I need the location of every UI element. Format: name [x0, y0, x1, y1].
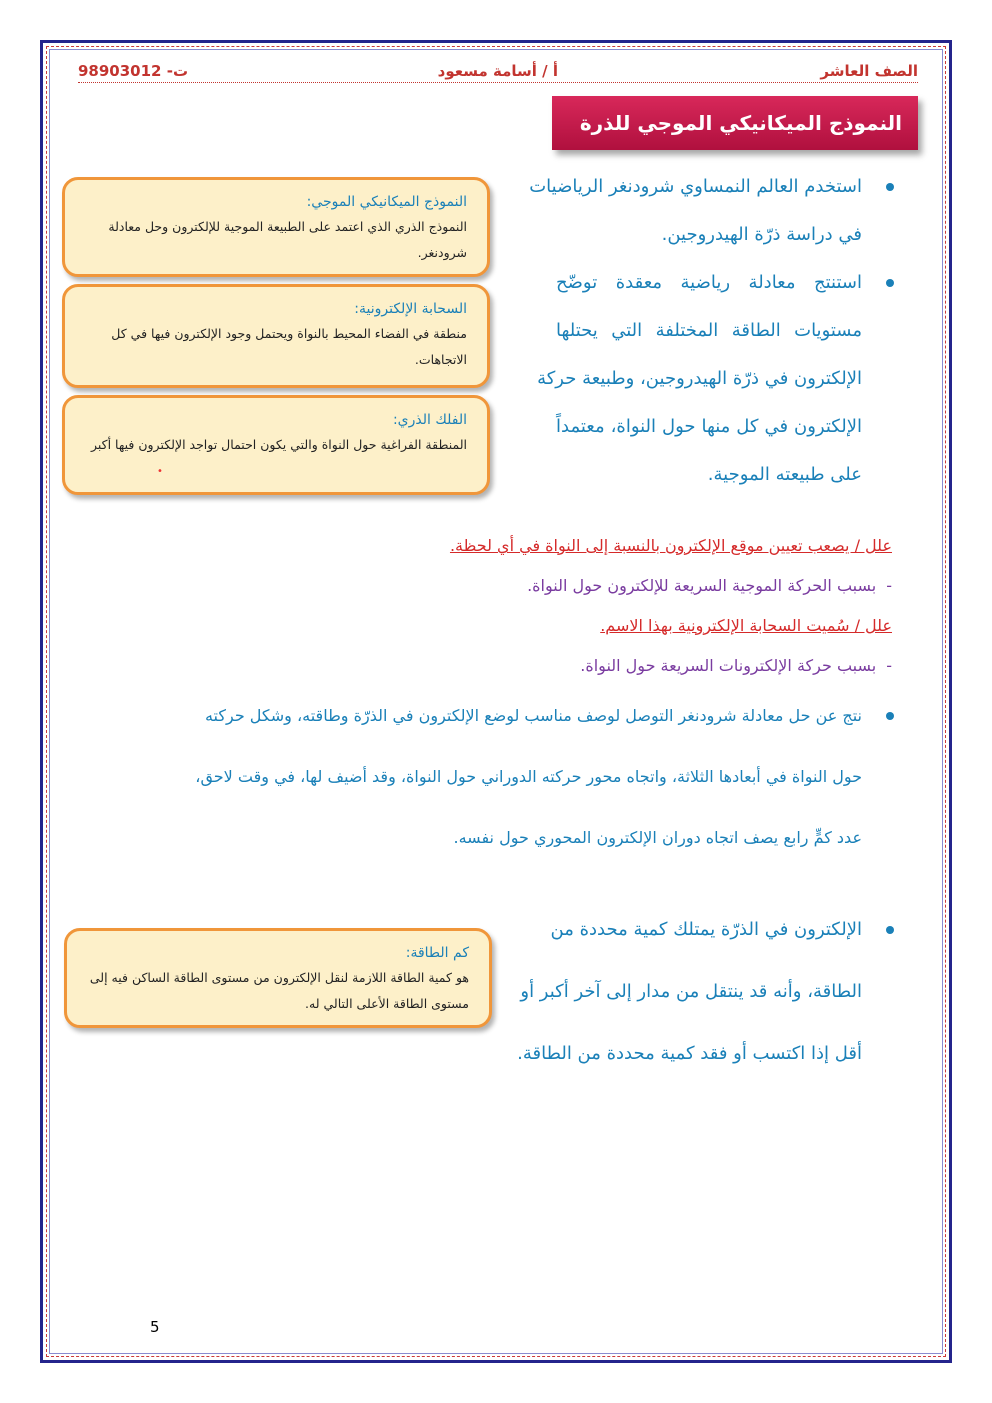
definition-text: هو كمية الطاقة اللازمة لنقل الإلكترون من مستوى الطاقة الساكن فيه إلى مستوى الطاقة الأعلى التالي له. — [89, 970, 469, 1011]
answer-text: بسبب الحركة الموجية السريعة للإلكترون حول النواة. — [527, 576, 877, 595]
section-title: النموذج الميكانيكي الموجي للذرة — [552, 96, 918, 150]
question-line: علل / سُميت السحابة الإلكترونية بهذا الاسم. — [600, 616, 892, 635]
bullet-item — [529, 163, 896, 259]
bullet-item — [96, 692, 896, 875]
bullet-line: الطاقة، وأنه قد ينتقل من مدار إلى آخر أكبر أو — [520, 981, 862, 1002]
bullet-line: على طبيعته الموجية. — [707, 464, 862, 485]
answer-line — [527, 576, 892, 595]
definition-term: النموذج الميكانيكي الموجي: — [306, 194, 467, 210]
bullet-dot-icon — [886, 712, 894, 720]
grade-label: الصف العاشر — [820, 62, 918, 80]
page-header — [78, 60, 918, 84]
answer-text: بسبب حركة الإلكترونات السريعة حول النواة. — [580, 656, 877, 675]
decorative-dot: • — [157, 466, 163, 477]
bullet-list-bottom — [516, 906, 896, 1092]
definition-box — [62, 177, 490, 277]
definition-term: السحابة الإلكترونية: — [354, 301, 467, 317]
page-number: 5 — [150, 1318, 160, 1336]
bullet-line: نتج عن حل معادلة شرودنغر التوصل لوصف مناسب لوضع الإلكترون في الذرّة وطاقته، وشكل حركته — [204, 706, 862, 725]
bullet-line: حول النواة في أبعادها الثلاثة، واتجاه محور حركته الدوراني حول النواة، وقد أضيف لها، في وقت لاحق، — [195, 767, 862, 786]
bullet-list-middle — [96, 692, 896, 875]
bullet-line: الإلكترون في كل منها حول النواة، معتمداً — [556, 416, 862, 437]
bullet-line: في دراسة ذرّة الهيدروجين. — [661, 224, 862, 245]
bullet-line: الإلكترون في ذرّة الهيدروجين، وطبيعة حركة — [537, 368, 862, 389]
bullet-line: استنتج معادلة رياضية معقدة توضّح — [556, 272, 862, 293]
definition-text: منطقة في الفضاء المحيط بالنواة ويحتمل وجود الإلكترون فيها في كل الاتجاهات. — [111, 326, 467, 367]
definition-text: المنطقة الفراغية حول النواة والتي يكون احتمال تواجد الإلكترون فيها أكبر — [90, 437, 467, 452]
bullet-item — [537, 259, 896, 499]
bullet-line: مستويات الطاقة المختلفة التي يحتلها — [556, 320, 862, 341]
bullet-list-top — [529, 163, 896, 499]
bullet-dot-icon — [886, 183, 894, 191]
definition-box — [64, 928, 492, 1028]
phone-number: ت- 98903012 — [78, 62, 189, 80]
teacher-name: أ / أسامة مسعود — [437, 62, 558, 80]
bullet-item — [516, 906, 896, 1092]
answer-line — [580, 656, 892, 675]
bullet-line: استخدم العالم النمساوي شرودنغر الرياضيات — [529, 176, 862, 197]
definition-box — [62, 395, 490, 495]
definition-text: النموذج الذري الذي اعتمد على الطبيعة الموجية للإلكترون وحل معادلة شرودنغر. — [108, 219, 467, 260]
question-line: علل / يصعب تعيين موقع الإلكترون بالنسبة إلى النواة في أي لحظة. — [449, 536, 892, 555]
definition-box — [62, 284, 490, 388]
definition-term: كم الطاقة: — [405, 945, 469, 961]
header-divider — [78, 82, 918, 83]
dash-icon: - — [886, 656, 892, 675]
bullet-dot-icon — [886, 926, 894, 934]
bullet-line: عدد كمٍّ رابع يصف اتجاه دوران الإلكترون المحوري حول نفسه. — [453, 828, 862, 847]
definition-term: الفلك الذري: — [392, 412, 467, 428]
dash-icon: - — [886, 576, 892, 595]
bullet-dot-icon — [886, 279, 894, 287]
bullet-line: الإلكترون في الذرّة يمتلك كمية محددة من — [550, 919, 862, 940]
bullet-line: أقل إذا اكتسب أو فقد كمية محددة من الطاقة. — [517, 1043, 862, 1064]
